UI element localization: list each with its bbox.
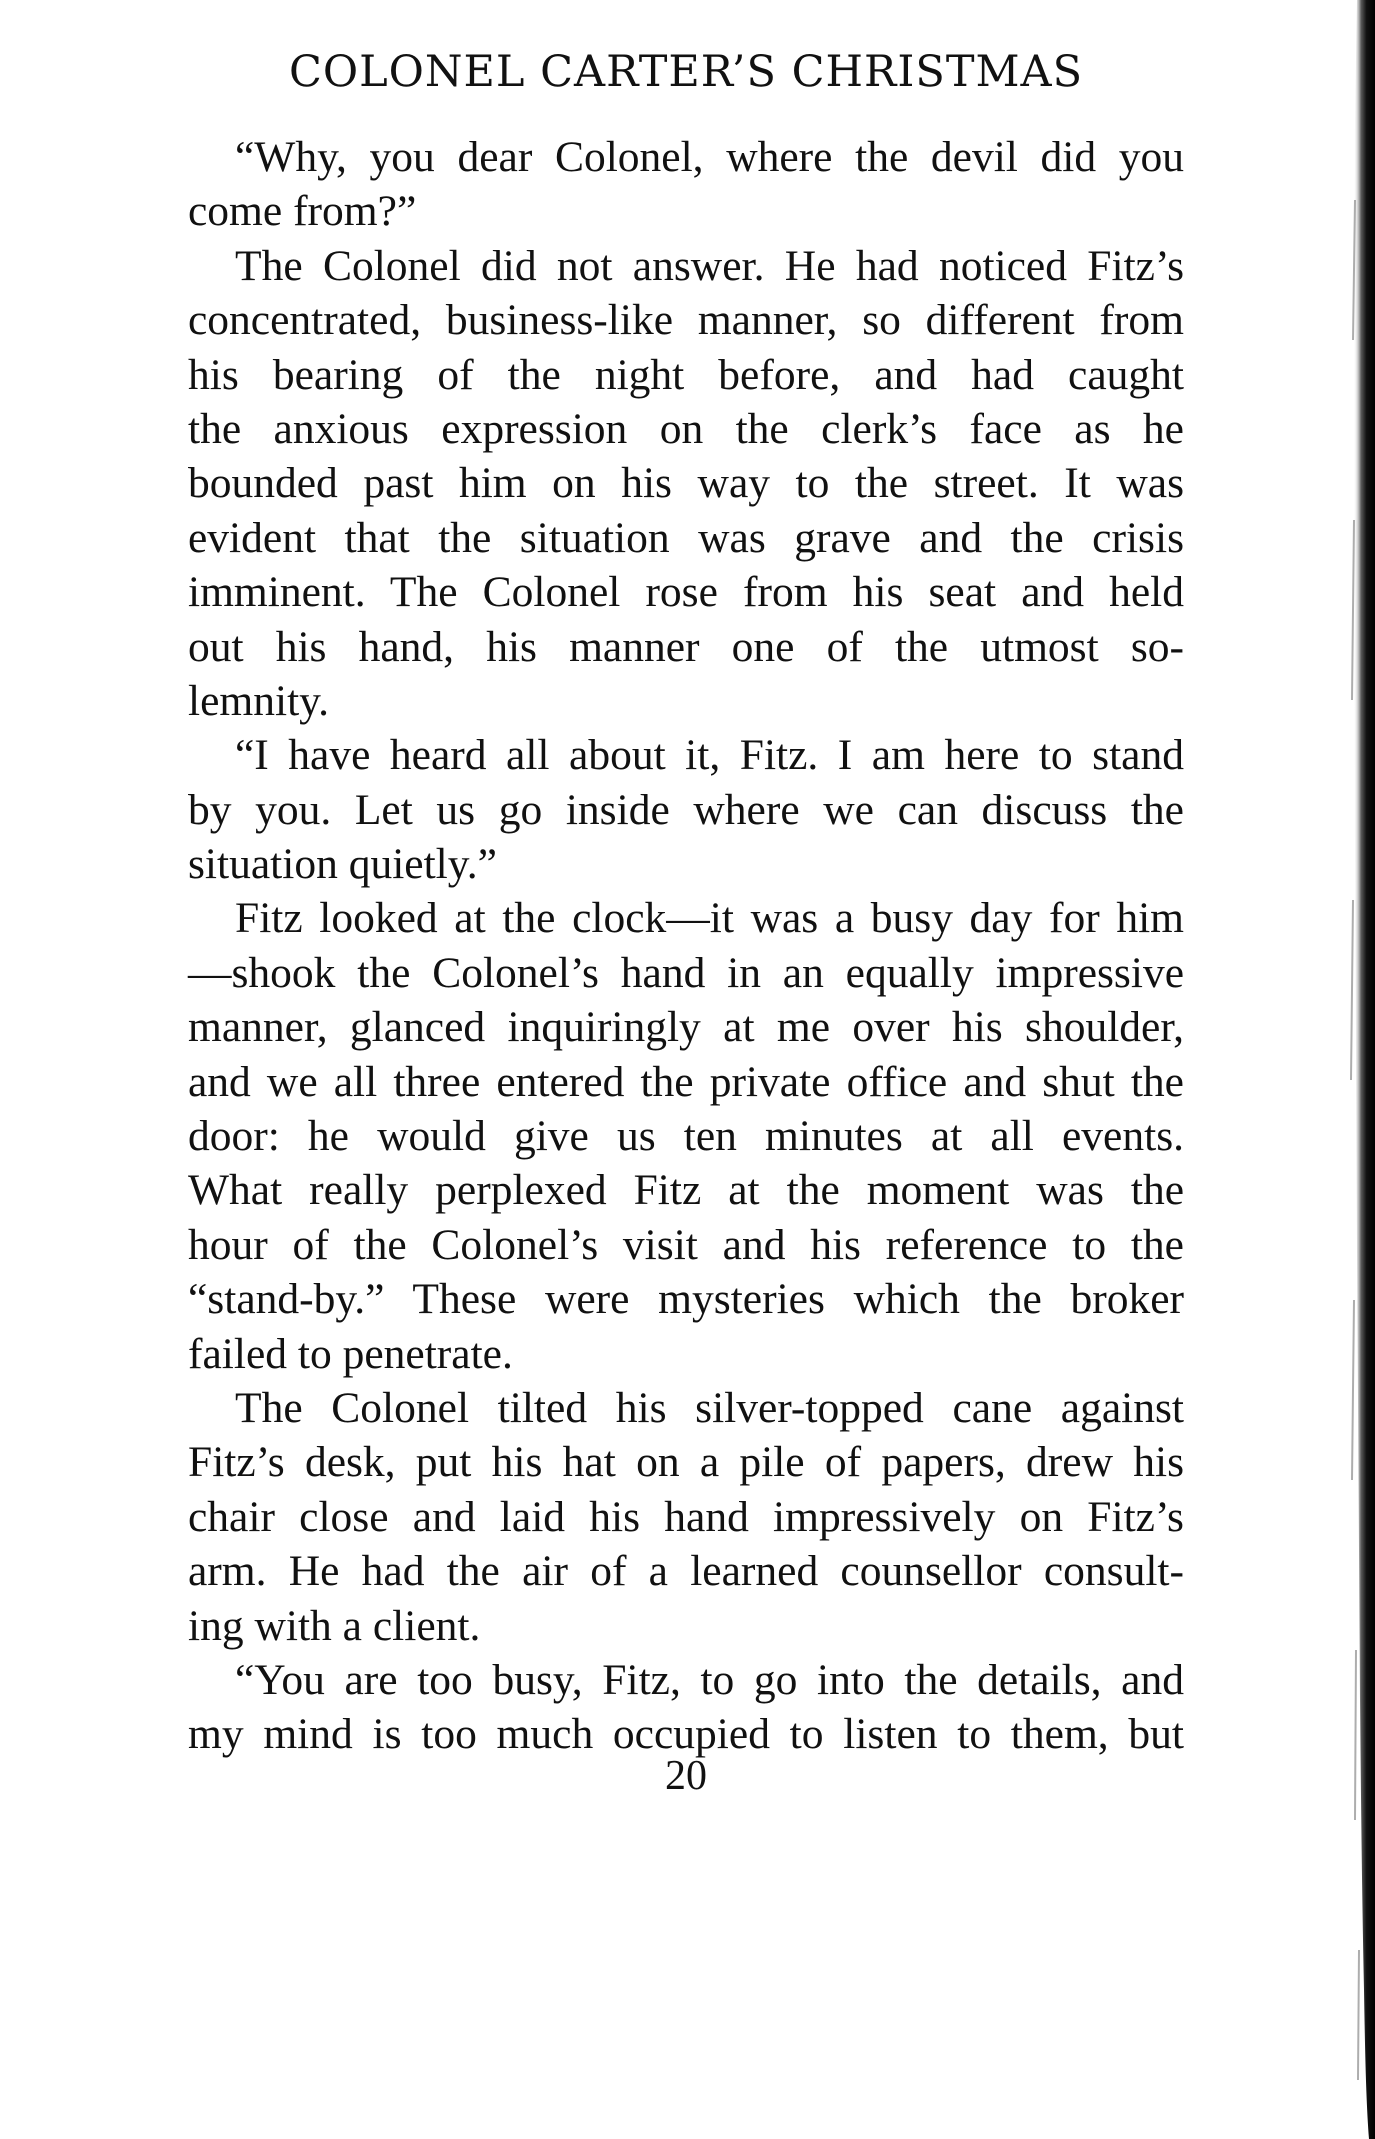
text-line: evident that the situation was grave and the crisis (188, 513, 1184, 562)
text-line: failed to penetrate. (188, 1329, 513, 1378)
text-line: Fitz looked at the clock—it was a busy day for him (235, 894, 1184, 943)
text-line: and we all three entered the private office and shut the (188, 1057, 1184, 1106)
text-line: by you. Let us go inside where we can discuss the (188, 785, 1184, 834)
body-text (188, 130, 1184, 1762)
text-line: hour of the Colonel’s visit and his reference to the (188, 1220, 1184, 1269)
text-line: door: he would give us ten minutes at all events. (188, 1112, 1184, 1161)
page-binding-edge (1335, 0, 1375, 2139)
text-line: my mind is too much occupied to listen to them, but (188, 1710, 1184, 1759)
text-line: lemnity. (188, 676, 329, 725)
text-line: his bearing of the night before, and had caught (188, 350, 1184, 399)
text-line: chair close and laid his hand impressively on Fitz’s (188, 1492, 1184, 1541)
running-head: COLONEL CARTER’S CHRISTMAS (288, 47, 1084, 97)
text-line: out his hand, his manner one of the utmost so- (188, 622, 1184, 671)
text-line: situation quietly.” (188, 840, 497, 889)
text-line: The Colonel tilted his silver-topped cane against (235, 1383, 1184, 1432)
text-line: the anxious expression on the clerk’s face as he (188, 404, 1184, 453)
text-line: Fitz’s desk, put his hat on a pile of papers, drew his (188, 1438, 1184, 1487)
text-line: “Why, you dear Colonel, where the devil did you (235, 133, 1184, 181)
text-line: come from?” (188, 187, 417, 236)
text-line: What really perplexed Fitz at the moment was the (188, 1166, 1184, 1215)
text-line: imminent. The Colonel rose from his seat and held (188, 568, 1184, 617)
text-line: concentrated, business-like manner, so different from (188, 296, 1184, 345)
text-line: The Colonel did not answer. He had noticed Fitz’s (235, 241, 1184, 290)
text-line: “I have heard all about it, Fitz. I am here to stand (235, 731, 1184, 780)
text-line: —shook the Colonel’s hand in an equally impressive (188, 948, 1184, 997)
text-line: “You are too busy, Fitz, to go into the details, and (235, 1655, 1184, 1704)
text-line: “stand-by.” These were mysteries which the broker (188, 1275, 1184, 1324)
page-number: 20 (665, 1753, 707, 1799)
text-line: bounded past him on his way to the street. It was (188, 459, 1184, 508)
text-line: ing with a client. (188, 1601, 481, 1650)
text-line: manner, glanced inquiringly at me over his shoulder, (188, 1003, 1184, 1052)
text-line: arm. He had the air of a learned counsellor consult- (188, 1547, 1184, 1596)
